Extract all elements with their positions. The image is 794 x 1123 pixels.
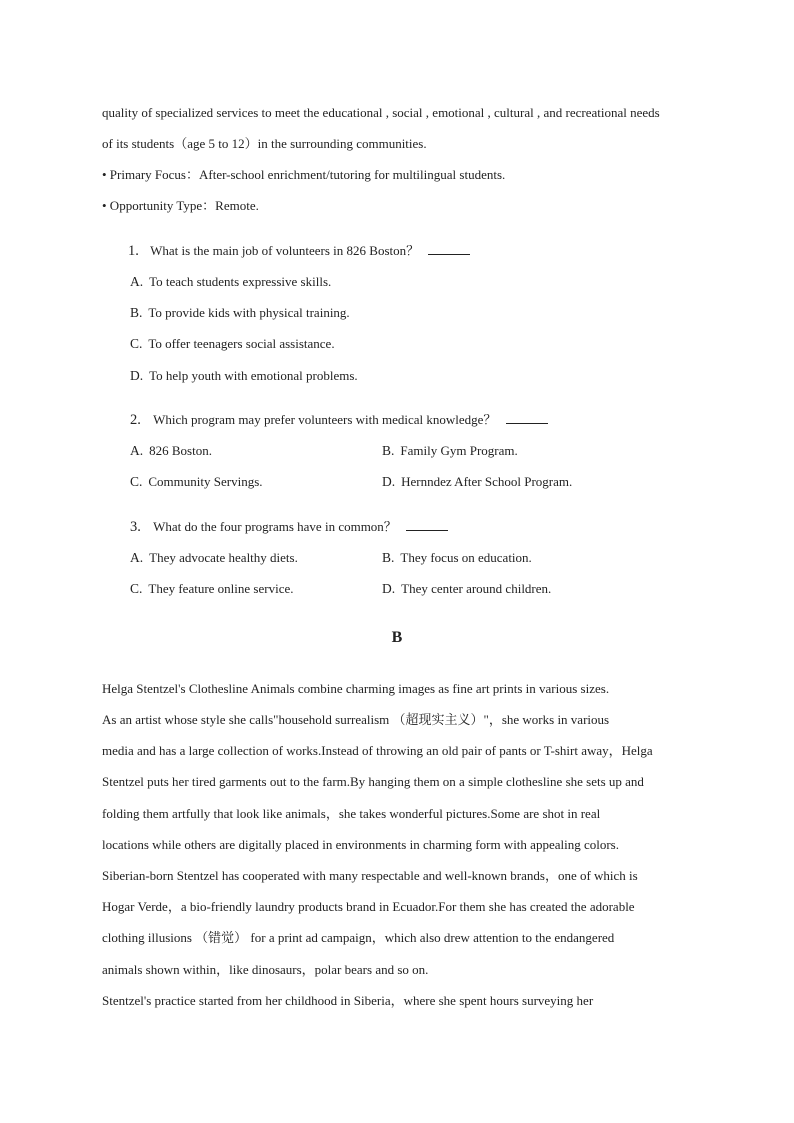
option-text: They focus on education. [400,550,532,565]
question-1 [128,242,470,260]
question-text: Which program may prefer volunteers with medical knowledge？ [153,412,497,427]
passage-line: Hogar Verde，a bio-friendly laundry products brand in Ecuador.For them she has created the adorable [102,899,635,914]
option-2a [130,442,212,460]
question-text: What is the main job of volunteers in 826 Boston？ [150,243,420,258]
option-3d [382,580,551,598]
option-2d [382,473,572,491]
question-2 [130,411,548,429]
answer-blank[interactable] [406,518,448,531]
passage-line: As an artist whose style she calls"household surrealism （超现实主义）"，she works in various [102,712,610,727]
option-3a [130,549,298,567]
option-2b [382,442,518,460]
option-text: Community Servings. [148,474,263,489]
answer-blank[interactable] [428,242,470,255]
option-text: They feature online service. [148,581,294,596]
option-text: They advocate healthy diets. [149,550,298,565]
option-3c [130,580,294,598]
option-text: To help youth with emotional problems. [149,368,358,383]
passage-line: Siberian-born Stentzel has cooperated with many respectable and well-known brands，one of which is [102,868,638,883]
option-1a [130,273,331,291]
intro-bullet-primary-focus: • Primary Focus：After-school enrichment/tutoring for multilingual students. [102,167,506,182]
option-1d [130,367,358,385]
option-letter: B. [130,305,143,320]
option-letter: B. [382,443,395,458]
question-number: 2. [130,412,141,428]
option-text: Hernndez After School Program. [401,474,573,489]
passage-line: Helga Stentzel's Clothesline Animals combine charming images as fine art prints in various sizes. [102,681,610,696]
option-3b [382,549,532,567]
option-1b [130,304,350,322]
option-letter: C. [130,336,143,351]
option-text: They center around children. [401,581,552,596]
passage-line: folding them artfully that look like animals，she takes wonderful pictures.Some are shot in real [102,806,601,821]
option-letter: A. [130,550,144,565]
option-text: Family Gym Program. [400,443,518,458]
passage-line: Stentzel puts her tired garments out to the farm.By hanging them on a simple clothesline she sets up and [102,774,644,789]
option-letter: D. [382,581,396,596]
option-letter: C. [130,474,143,489]
question-number: 3. [130,519,141,535]
answer-blank[interactable] [506,411,548,424]
option-letter: A. [130,274,144,289]
question-3 [130,518,448,536]
passage-line: clothing illusions （错觉） for a print ad campaign，which also drew attention to the endangered [102,930,615,945]
option-text: To teach students expressive skills. [149,274,332,289]
question-number: 1. [128,243,139,259]
section-heading-b: B [391,629,403,646]
option-2c [130,473,263,491]
intro-bullet-opportunity-type: • Opportunity Type：Remote. [102,198,259,213]
passage-line: Stentzel's practice started from her childhood in Siberia，where she spent hours surveying her [102,993,594,1008]
option-letter: B. [382,550,395,565]
passage-line: media and has a large collection of works.Instead of throwing an old pair of pants or T-shirt away，Helga [102,743,653,758]
passage-line: locations while others are digitally placed in environments in charming form with appealing colors. [102,837,619,852]
option-text: 826 Boston. [149,443,212,458]
option-letter: D. [382,474,396,489]
option-text: To offer teenagers social assistance. [148,336,335,351]
intro-line-2: of its students（age 5 to 12）in the surrounding communities. [102,136,427,151]
passage-line: animals shown within，like dinosaurs，polar bears and so on. [102,962,429,977]
question-text: What do the four programs have in common？ [153,519,397,534]
option-letter: D. [130,368,144,383]
intro-line-1: quality of specialized services to meet the educational , social , emotional , cultural , and recreational needs [102,105,660,120]
option-letter: C. [130,581,143,596]
option-1c [130,335,335,353]
option-letter: A. [130,443,144,458]
option-text: To provide kids with physical training. [148,305,350,320]
